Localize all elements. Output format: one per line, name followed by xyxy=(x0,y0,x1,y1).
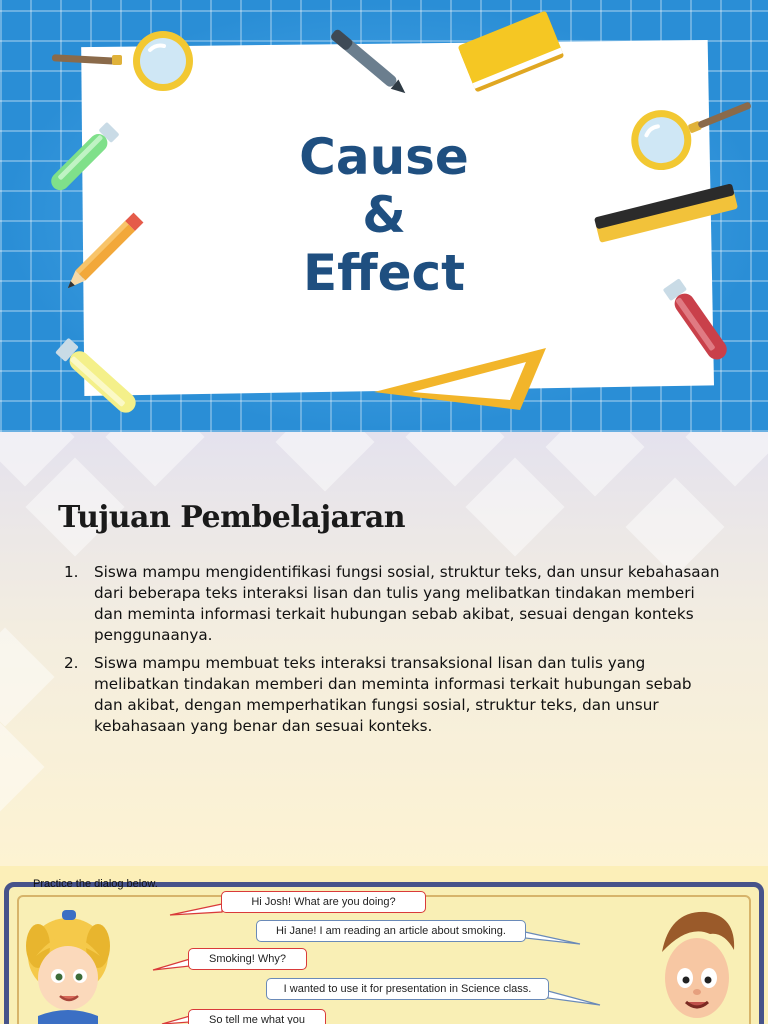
decorative-diamond xyxy=(406,432,505,486)
list-item-text: Siswa mampu membuat teks interaksi transaksional lisan dan tulis yang melibatkan tindakan memberi dan meminta informasi terkait hubungan sebab dan akibat, dengan memperhatikan fungsi sosial, struktur teks, dan unsur kebahasaan yang benar dan sesuai konteks. xyxy=(94,654,692,735)
decorative-diamond xyxy=(686,432,768,486)
list-item xyxy=(62,562,722,646)
title-line-ampersand: & xyxy=(362,186,406,244)
list-item-number: 1. xyxy=(64,563,79,581)
decorative-diamond xyxy=(276,432,375,491)
title-line-cause: Cause xyxy=(299,128,469,186)
dialog-bubble-jane: Smoking! Why? xyxy=(188,948,307,970)
dialog-bubble-josh: Hi Jane! I am reading an article about smoking. xyxy=(256,920,526,942)
avatar-girl-icon xyxy=(18,906,118,1024)
decorative-diamond xyxy=(0,628,54,727)
magnifier-icon xyxy=(50,28,220,98)
section-heading: Tujuan Pembelajaran xyxy=(58,500,406,535)
list-item-number: 2. xyxy=(64,654,79,672)
book-icon xyxy=(455,8,570,93)
list-item-text: Siswa mampu mengidentifikasi fungsi sosial, struktur teks, dan unsur kebahasaan dari beberapa teks interaksi lisan dan tulis yang melibatkan tindakan memberi dan meminta informasi terkait hubungan sebab akibat, sesuai dengan konteks penggunaanya. xyxy=(94,563,720,644)
slide-learning-objectives[interactable] xyxy=(0,432,768,866)
triangle-ruler-icon xyxy=(370,340,555,420)
decorative-diamond xyxy=(546,432,645,496)
page-title xyxy=(0,128,768,302)
slide-practice-dialog[interactable] xyxy=(0,866,768,1024)
test-tube-icon xyxy=(52,335,147,425)
dialog-bubble-jane: Hi Josh! What are you doing? xyxy=(221,891,426,913)
avatar-boy-icon xyxy=(652,906,742,1024)
decorative-diamond xyxy=(0,718,44,817)
dialog-bubble-jane: So tell me what you xyxy=(188,1009,326,1024)
practice-caption: Practice the dialog below. xyxy=(33,878,158,890)
dialog-bubble-josh: I wanted to use it for presentation in Science class. xyxy=(266,978,549,1000)
slide-cause-effect-title[interactable] xyxy=(0,0,768,432)
decorative-diamond xyxy=(466,458,565,557)
title-line-effect: Effect xyxy=(302,244,466,302)
objectives-list xyxy=(62,562,722,744)
decorative-diamond xyxy=(106,432,205,486)
pen-icon xyxy=(325,20,410,102)
list-item xyxy=(62,653,722,737)
